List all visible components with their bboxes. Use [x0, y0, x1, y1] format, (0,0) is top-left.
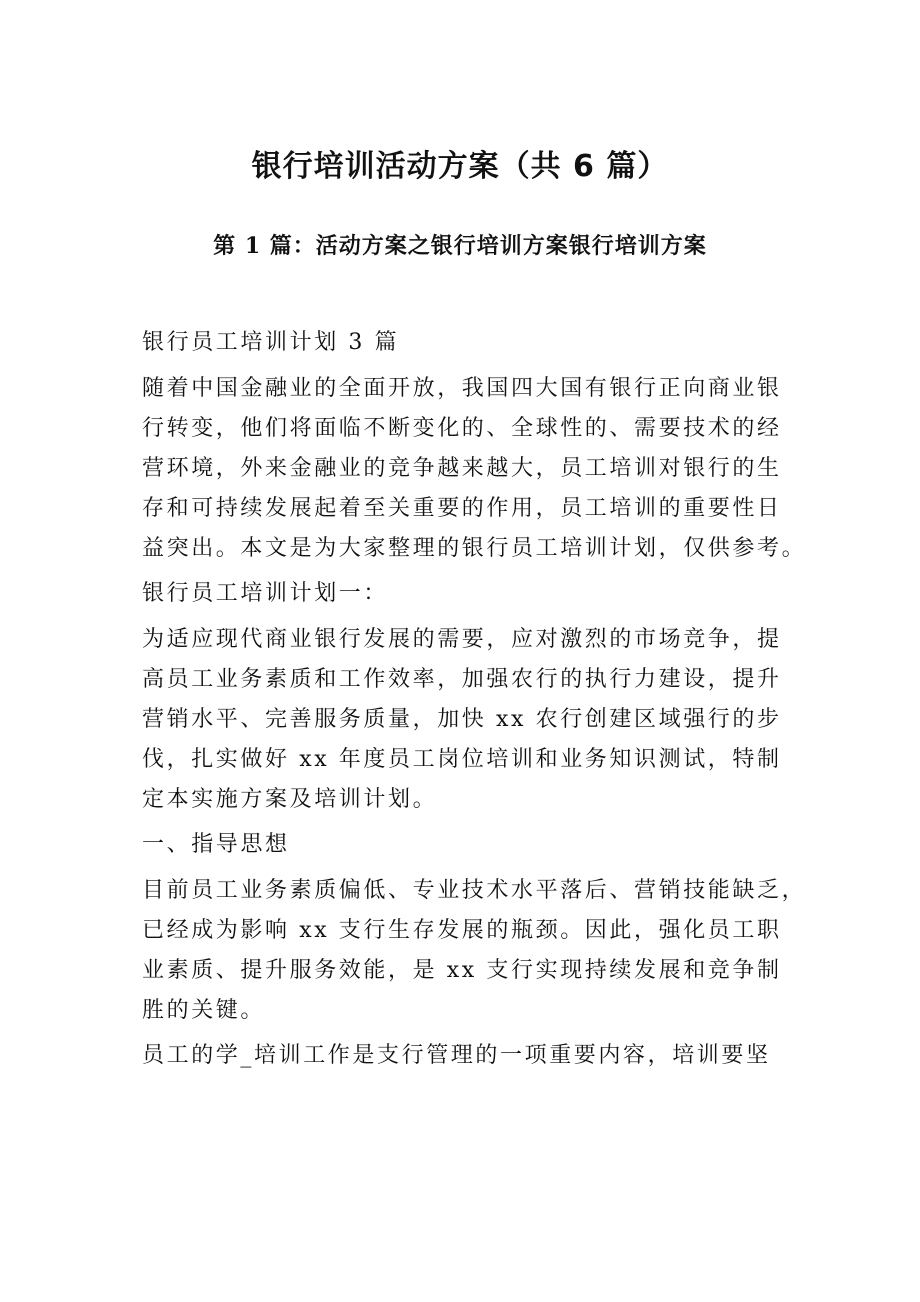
text-line: 高员工业务素质和工作效率，加强农行的执行力建设，提升 [142, 666, 782, 692]
text-line: 员工的学_培训工作是支行管理的一项重要内容，培训要坚 [142, 1043, 771, 1068]
paragraph [142, 825, 782, 865]
text-line: 益突出。本文是为大家整理的银行员工培训计划，仅供参考。 [142, 535, 807, 561]
text-line: 一、指导思想 [142, 832, 290, 857]
text-line: 业素质、提升服务效能，是 xx 支行实现持续发展和竞争制 [142, 957, 782, 983]
document-body [142, 323, 807, 1082]
paragraph [142, 620, 782, 820]
paragraph [142, 871, 807, 1031]
paragraph [142, 1036, 782, 1076]
text-line: 银行员工培训计划一： [142, 581, 389, 606]
document-subtitle: 第 1 篇：活动方案之银行培训方案银行培训方案 [213, 233, 707, 259]
text-line: 已经成为影响 xx 支行生存发展的瓶颈。因此，强化员工职 [142, 917, 782, 943]
text-line: 银行员工培训计划 3 篇 [142, 330, 400, 355]
text-line: 随着中国金融业的全面开放，我国四大国有银行正向商业银 [142, 375, 782, 401]
text-line: 伐，扎实做好 xx 年度员工岗位培训和业务知识测试，特制 [142, 746, 782, 772]
text-line: 营环境，外来金融业的竞争越来越大，员工培训对银行的生 [142, 455, 782, 481]
document-title: 银行培训活动方案（共 6 篇） [251, 149, 669, 184]
paragraph [142, 574, 782, 614]
paragraph [142, 323, 782, 363]
text-line: 目前员工业务素质偏低、专业技术水平落后、营销技能缺乏， [142, 877, 807, 903]
text-line: 为适应现代商业银行发展的需要，应对激烈的市场竞争，提 [142, 626, 782, 652]
text-line: 存和可持续发展起着至关重要的作用，员工培训的重要性日 [142, 495, 782, 521]
paragraph [142, 369, 807, 569]
text-line: 定本实施方案及培训计划。 [142, 786, 438, 812]
text-line: 行转变，他们将面临不断变化的、全球性的、需要技术的经 [142, 415, 782, 441]
text-line: 营销水平、完善服务质量，加快 xx 农行创建区域强行的步 [142, 706, 782, 732]
text-line: 胜的关键。 [142, 997, 266, 1023]
